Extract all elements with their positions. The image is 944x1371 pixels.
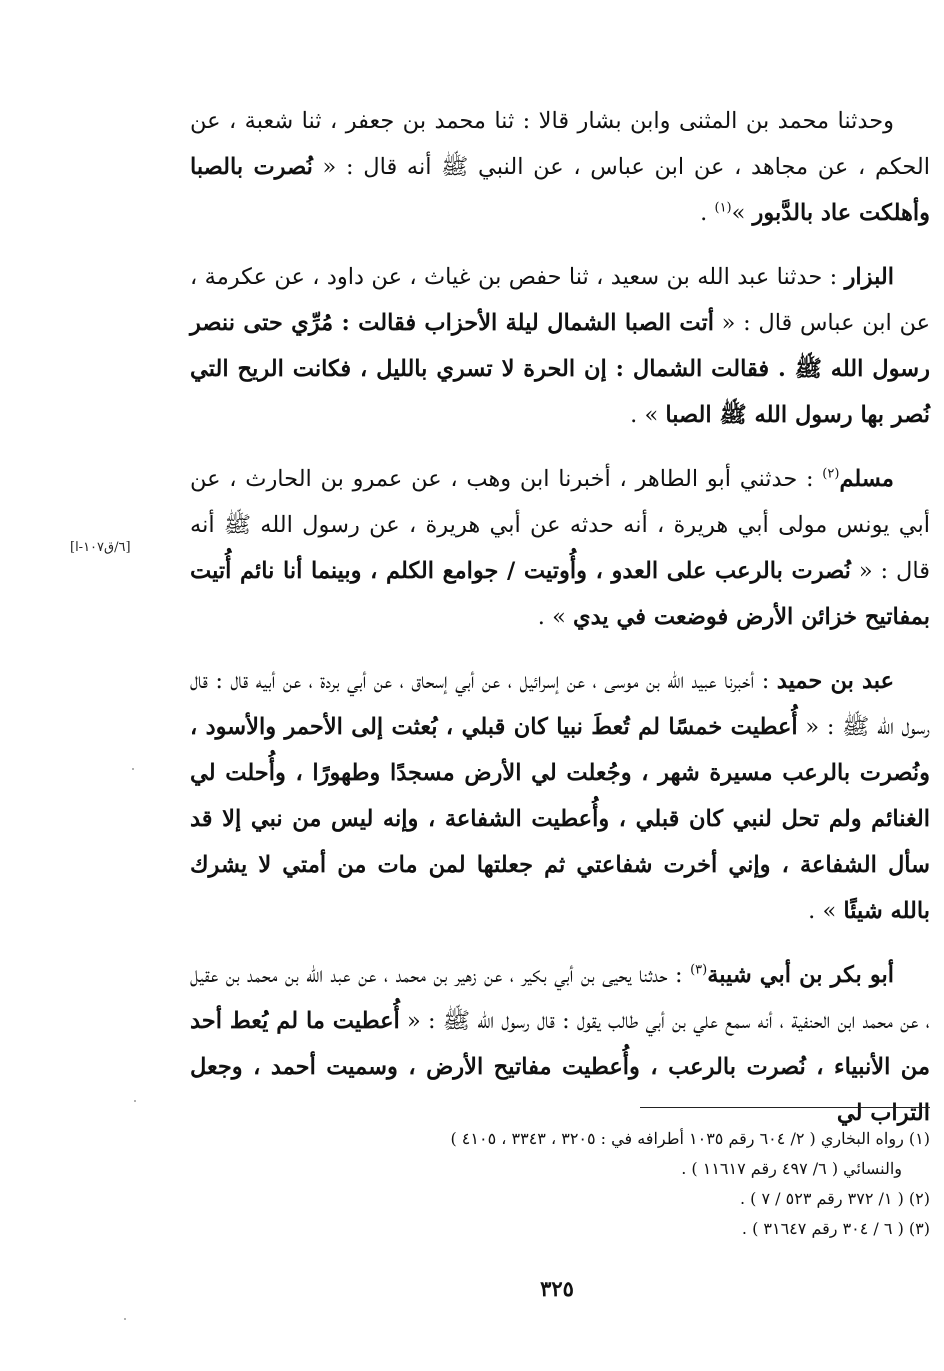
footnotes [190,1124,930,1244]
footnote-1-continuation: والنسائي ( ٦/ ٤٩٧ رقم ١١٦١٧ ) . [681,1159,902,1178]
quoted-text: أتت الصبا الشمال ليلة الأحزاب فقالت : مُرِّي حتى ننصر رسول الله ﷺ . فقالت الشمال : إن الحرة لا تسري بالليل ، فكانت الريح التي نُصر بها رسول الله ﷺ الصبا [190,310,930,428]
footnote-separator [640,1107,930,1108]
text-run: وحدثنا محمد بن المثنى وابن بشار قالا : ثنا محمد بن جعفر ، ثنا شعبة ، عن الحكم ، عن مجاهد ، عن ابن عباس ، عن النبي ﷺ أنه قال : « [190,108,930,180]
footnote-ref: (١) [714,200,732,216]
text-run: » . [630,402,666,428]
paragraph [190,254,930,438]
text-run: : حدثني أبو الطاهر ، أخبرنا ابن وهب ، عن عمرو بن الحارث ، عن أبي يونس مولى أبي هريرة ، أنه حدثه عن أبي هريرة ، عن رسول الله ﷺ أنه قال : « [190,466,931,584]
paragraph [190,658,930,934]
main-text [190,98,930,1154]
quoted-text: أبو بكر بن أبي شيبة [707,962,894,988]
paragraph [190,456,930,640]
manuscript-folio-note: [٦/ق١٠٧-ا] [70,540,131,555]
footnote-ref: (٣) [690,962,708,978]
text-run: » . [808,898,844,924]
quoted-text: أُعطيت ما لم يُعط أحد من الأنبياء ، نُصرت بالرعب ، وأُعطيت مفاتيح الأرض ، وسميت أحمد ، وجعل التراب لي [190,1008,930,1126]
text-run: : حدثنا عبد الله بن سعيد ، ثنا حفص بن غياث ، عن داود ، عن عكرمة ، عن ابن عباس قال : « [190,264,930,336]
text-run: » [731,200,753,226]
text-run: » . [537,604,573,630]
footnote-3: (٣) ( ٦ / ٣٠٤ رقم ٣١٦٤٧ ) . [741,1219,930,1238]
scan-speck [124,1318,126,1320]
footnote-ref: (٢) [822,466,840,482]
scan-speck [134,1100,136,1102]
quoted-text: مسلم [839,466,894,492]
footnote-2: (٢) ( ١/ ٣٧٢ رقم ٥٢٣ / ٧ ) . [740,1189,930,1208]
quoted-text: عبد بن حميد [776,668,894,694]
text-run: : أخبرنا عبيد الله بن موسى ، عن إسرائيل ، عن أبي إسحاق ، عن أبي بردة ، عن أبيه قال : قال رسول الله ﷺ : « [190,668,930,740]
quoted-text: البزار [844,264,894,290]
quoted-text: نُصرت بالرعب على العدو ، وأُوتيت / جوامع الكلم ، وبينما أنا نائم أُتيت بمفاتيح خزائن الأرض فوضعت في يدي [190,558,930,630]
footnote-1: (١) رواه البخاري ( ٢/ ٦٠٤ رقم ١٠٣٥ أطرافه في : ٣٢٠٥ ، ٣٣٤٣ ، ٤١٠٥ ) [450,1129,930,1148]
text-run: : حدثنا يحيى بن أبي بكير ، عن زهير بن محمد ، عن عبد الله بن محمد بن عقيل ، عن محمد ابن الحنفية ، أنه سمع علي بن أبي طالب يقول : قال رسول الله ﷺ : « [190,962,930,1034]
quoted-text: نُصرت بالصبا وأهلكت عاد بالدَّبور [190,154,930,226]
page-number: ٣٢٥ [540,1276,574,1301]
scan-speck [132,768,134,770]
paragraph [190,98,930,236]
text-run: . [700,200,715,226]
quoted-text: أُعطيت خمسًا لم تُعطَ نبيا كان قبلي ، بُعثت إلى الأحمر والأسود ، ونُصرت بالرعب مسيرة شهر ، وجُعلت لي الأرض مسجدًا وطهورًا ، وأُحلت لي الغنائم ولم تحل لنبي كان قبلي ، وأُعطيت الشفاعة ، وإنه ليس من نبي إلا قد سأل الشفاعة ، وإني أخرت شفاعتي ثم جعلتها لمن مات من أمتي لا يشرك بالله شيئًا [190,714,930,924]
paragraph [190,952,930,1136]
